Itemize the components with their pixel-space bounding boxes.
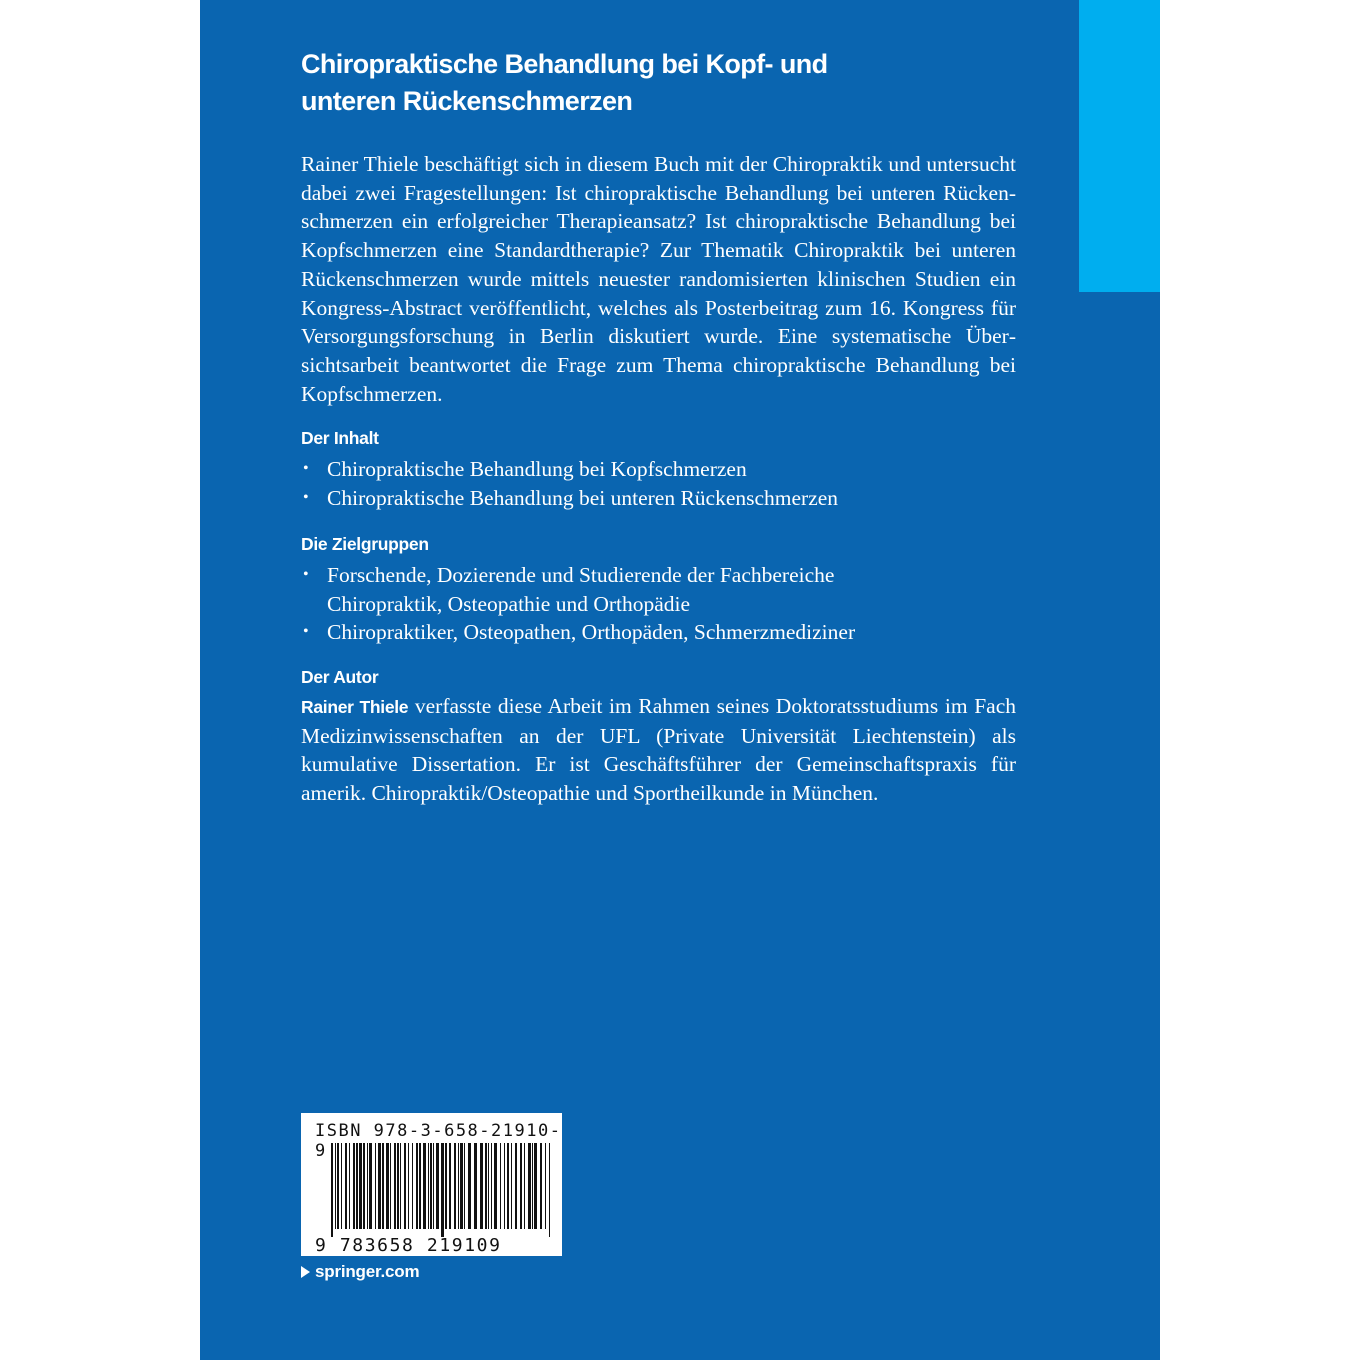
barcode-bar (485, 1143, 487, 1229)
barcode-bar (404, 1143, 406, 1229)
barcode-bar (528, 1143, 531, 1229)
barcode-bar (534, 1143, 537, 1229)
barcode-bar (375, 1143, 376, 1229)
barcode-bar (549, 1143, 550, 1237)
barcode-bar (491, 1143, 492, 1229)
list-item: • Forschende, Dozierende und Studierende der Fachbereiche Chiropraktik, Osteopathie und Orthopädie (301, 561, 887, 618)
barcode-bar (412, 1143, 413, 1229)
author-heading: Der Autor (301, 667, 379, 687)
barcode-bar (449, 1143, 451, 1229)
barcode-bar (367, 1143, 368, 1229)
barcode-bar (494, 1143, 497, 1229)
barcode-bar (433, 1143, 434, 1229)
barcode-bar (353, 1143, 355, 1229)
barcode-bar (349, 1143, 350, 1229)
barcode-bar (397, 1143, 399, 1229)
audience-list (301, 561, 1021, 647)
barcode-bar (416, 1143, 418, 1229)
barcode-bar (390, 1143, 391, 1229)
barcode-bar (445, 1143, 447, 1229)
barcode-bar (394, 1143, 396, 1229)
barcode-bar (423, 1143, 426, 1229)
barcode-bar (436, 1143, 439, 1229)
barcode-bar (335, 1143, 336, 1229)
barcode-bar (386, 1143, 389, 1229)
barcode-bar (532, 1143, 533, 1229)
contents-heading: Der Inhalt (301, 428, 379, 448)
barcode-bar (369, 1143, 372, 1229)
blurb-paragraph: Rainer Thiele beschäftigt sich in diesem Buch mit der Chiropraktik und untersucht dabei zwei Fragestellungen: Ist chiropraktische Behandlung bei unteren Rückenschmerzen ein erfolgreicher Therapieansatz? Ist chiropraktische Behandlung bei Kopfschmerzen eine Standardtherapie? Zur Thematik Chiropraktik bei unteren Rückenschmerzen wurde mittels neuester randomisierten klinischen Studien ein Kongress-Abstract veröffentlicht, welches als Posterbeitrag zum 16. Kongress für Versorgungsforschung in Berlin diskutiert wurde. Eine systematische Übersichtsarbeit beantwortet die Frage zum Thema chiropraktische Behandlung bei Kopfschmerzen. (301, 152, 1016, 406)
barcode-bar (454, 1143, 456, 1229)
book-title (301, 46, 1061, 120)
title-line-2: unteren Rückenschmerzen (301, 86, 633, 116)
list-item: • Chiropraktiker, Osteopathen, Orthopäden, Schmerzmediziner (301, 618, 1021, 647)
barcode-bar (419, 1143, 421, 1229)
barcode-bar (345, 1143, 347, 1229)
barcode-bar (500, 1143, 501, 1229)
barcode-bar (515, 1143, 517, 1229)
barcode-bar (504, 1143, 505, 1229)
author-text: verfasste diese Arbeit im Rahmen seines Doktoratsstudiums im Fach Medizinwissenschaften an der UFL (Private Universität Liechtenstein) als kumulative Dissertation. Er ist Geschäftsführer der Gemeinschaftspraxis für amerik. Chiropraktik/Osteopathie und Sportheilkunde in München. (301, 694, 1016, 806)
barcode-bar (378, 1143, 381, 1229)
barcode-bar (520, 1143, 522, 1229)
website-text: springer.com (315, 1262, 420, 1281)
barcode-bar (359, 1143, 362, 1229)
contents-list (301, 455, 1021, 512)
barcode-bar (400, 1143, 401, 1229)
barcode-bar (460, 1143, 463, 1229)
barcode-bar (441, 1143, 444, 1237)
barcode-bar (480, 1143, 483, 1229)
barcode-bar (356, 1143, 358, 1229)
website-link[interactable] (301, 1262, 419, 1282)
barcode-bar (545, 1143, 546, 1229)
barcode-bar (337, 1143, 339, 1229)
barcode-bar (430, 1143, 432, 1229)
list-item: • Chiropraktische Behandlung bei Kopfschmerzen (301, 455, 1021, 484)
barcode-bar (511, 1143, 512, 1229)
barcode-bars (301, 1113, 562, 1256)
barcode-bar (507, 1143, 509, 1229)
barcode (301, 1113, 562, 1256)
barcode-bar (408, 1143, 409, 1229)
list-item: • Chiropraktische Behandlung bei unteren Rückenschmerzen (301, 484, 1021, 513)
barcode-bar (382, 1143, 384, 1229)
barcode-bar (363, 1143, 365, 1229)
barcode-bar (468, 1143, 471, 1229)
barcode-digits: 9 783658 219109 (315, 1235, 502, 1256)
barcode-bar (540, 1143, 542, 1229)
accent-strip (1079, 0, 1160, 292)
barcode-bar (428, 1143, 429, 1229)
barcode-bar (464, 1143, 465, 1229)
isbn-label: ISBN 978-3-658-21910-9 (315, 1121, 562, 1161)
title-line-1: Chiropraktische Behandlung bei Kopf- und (301, 49, 828, 79)
barcode-bar (331, 1143, 333, 1237)
author-bio (301, 692, 1016, 808)
barcode-bar (474, 1143, 477, 1229)
author-name: Rainer Thiele (301, 697, 409, 717)
audience-heading: Die Zielgruppen (301, 534, 429, 554)
play-arrow-icon (301, 1266, 310, 1278)
barcode-bar (341, 1143, 342, 1229)
barcode-bar (488, 1143, 489, 1229)
barcode-bar (524, 1143, 525, 1229)
barcode-bar (458, 1143, 459, 1229)
